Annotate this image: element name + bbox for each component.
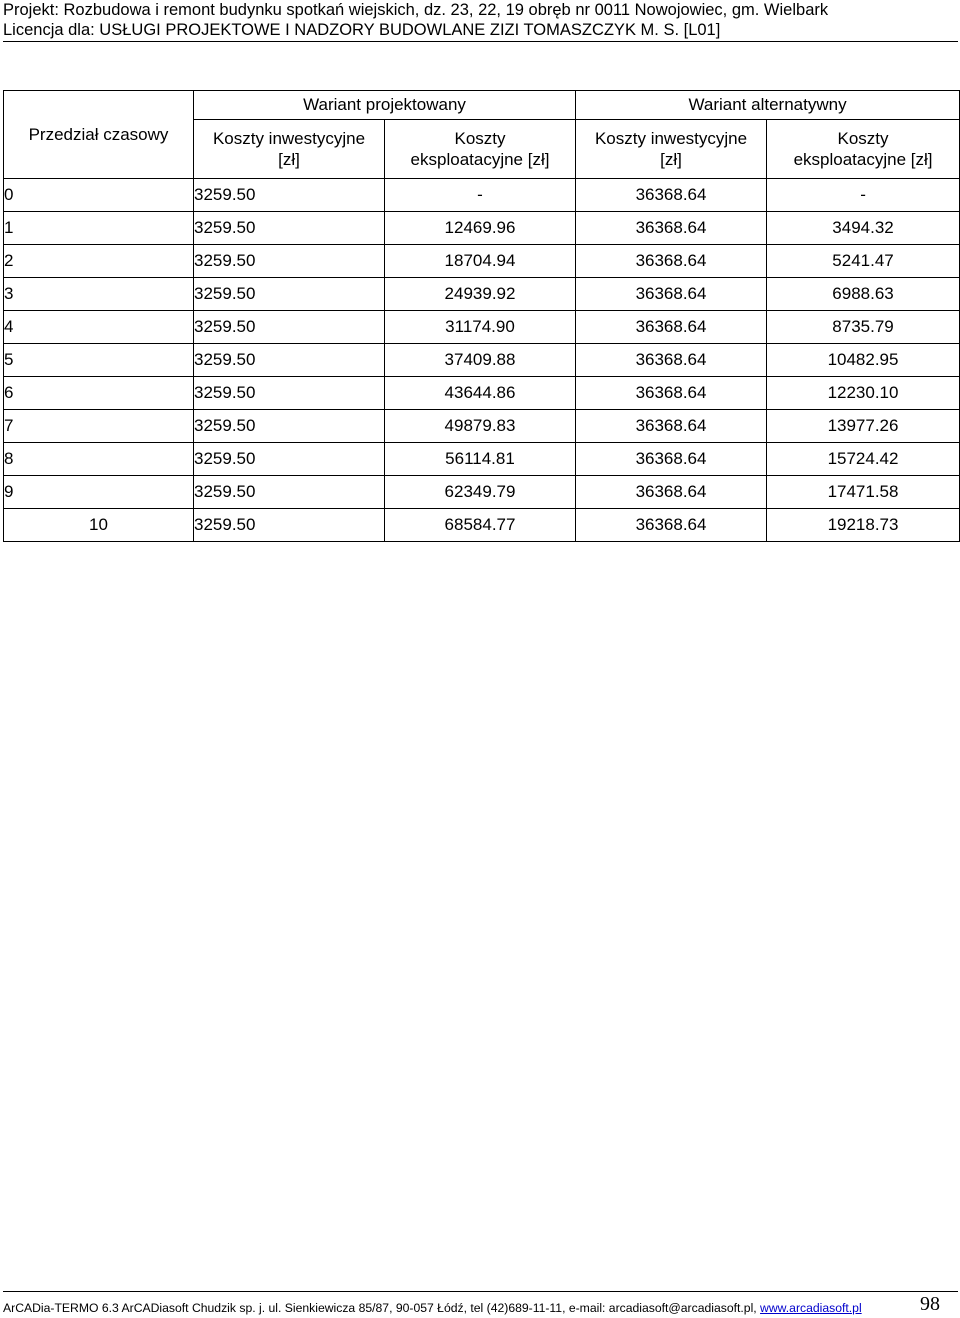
design-operating-cell: 56114.81: [385, 443, 576, 476]
design-operating-cell: 43644.86: [385, 377, 576, 410]
table-row: [4, 344, 960, 377]
alternative-operating-cell: 8735.79: [767, 311, 960, 344]
alternative-operating-cell: 10482.95: [767, 344, 960, 377]
table-row: [4, 410, 960, 443]
alternative-operating-cell: -: [767, 179, 960, 212]
design-investment-cell: 3259.50: [194, 179, 385, 212]
footer-website-link[interactable]: www.arcadiasoft.pl: [760, 1301, 862, 1315]
design-operating-cell: 12469.96: [385, 212, 576, 245]
period-cell: 4: [4, 311, 194, 344]
table-row: [4, 212, 960, 245]
page-footer: [3, 1291, 958, 1315]
alternative-operating-cell: 13977.26: [767, 410, 960, 443]
alternative-variant-header: Wariant alternatywny: [576, 91, 960, 120]
design-operating-cell: 68584.77: [385, 509, 576, 542]
period-cell: 0: [4, 179, 194, 212]
design-investment-cell: 3259.50: [194, 311, 385, 344]
alternative-operating-cell: 15724.42: [767, 443, 960, 476]
period-cell: 2: [4, 245, 194, 278]
alternative-investment-cell: 36368.64: [576, 311, 767, 344]
alternative-investment-cell: 36368.64: [576, 443, 767, 476]
design-investment-cell: 3259.50: [194, 377, 385, 410]
license-line: Licencja dla: USŁUGI PROJEKTOWE I NADZORY BUDOWLANE ZIZI TOMASZCZYK M. S. [L01]: [3, 21, 721, 39]
table-row: [4, 377, 960, 410]
alternative-operating-cell: 3494.32: [767, 212, 960, 245]
alternative-investment-cell: 36368.64: [576, 179, 767, 212]
table-row: [4, 245, 960, 278]
page-header: [3, 0, 958, 42]
period-cell: 3: [4, 278, 194, 311]
design-investment-cell: 3259.50: [194, 476, 385, 509]
table-row: [4, 443, 960, 476]
table-row: [4, 311, 960, 344]
cost-table: [3, 90, 960, 542]
time-period-header: Przedział czasowy: [4, 91, 194, 179]
design-investment-cell: 3259.50: [194, 443, 385, 476]
alternative-operating-cell: 6988.63: [767, 278, 960, 311]
design-investment-cell: 3259.50: [194, 509, 385, 542]
design-operating-cell: 62349.79: [385, 476, 576, 509]
design-investment-cost-header: Koszty inwestycyjne [zł]: [194, 120, 385, 179]
alternative-investment-cell: 36368.64: [576, 509, 767, 542]
footer-company-info: ArCADia-TERMO 6.3 ArCADiasoft Chudzik sp. j. ul. Sienkiewicza 85/87, 90-057 Łódź, tel (42)689-11-11, e-mail: arcadiasoft@arcadiasoft.pl,: [3, 1301, 761, 1315]
design-investment-cell: 3259.50: [194, 410, 385, 443]
design-investment-cell: 3259.50: [194, 278, 385, 311]
design-operating-cell: 31174.90: [385, 311, 576, 344]
alternative-investment-cell: 36368.64: [576, 476, 767, 509]
alternative-operating-cost-header: Koszty eksploatacyjne [zł]: [767, 120, 960, 179]
period-cell: 8: [4, 443, 194, 476]
alternative-operating-cell: 19218.73: [767, 509, 960, 542]
alternative-investment-cell: 36368.64: [576, 344, 767, 377]
project-line: Projekt: Rozbudowa i remont budynku spotkań wiejskich, dz. 23, 22, 19 obręb nr 0011 Nowojowiec, gm. Wielbark: [3, 1, 829, 19]
design-operating-cost-header: Koszty eksploatacyjne [zł]: [385, 120, 576, 179]
period-cell: 7: [4, 410, 194, 443]
period-cell: 5: [4, 344, 194, 377]
alternative-investment-cell: 36368.64: [576, 245, 767, 278]
design-operating-cell: -: [385, 179, 576, 212]
design-operating-cell: 37409.88: [385, 344, 576, 377]
alternative-investment-cell: 36368.64: [576, 410, 767, 443]
design-investment-cell: 3259.50: [194, 344, 385, 377]
page-number: 98: [920, 1293, 940, 1315]
table-row: [4, 509, 960, 542]
period-cell: 9: [4, 476, 194, 509]
alternative-investment-cell: 36368.64: [576, 278, 767, 311]
alternative-operating-cell: 5241.47: [767, 245, 960, 278]
table-row: [4, 179, 960, 212]
alternative-investment-cost-header: Koszty inwestycyjne [zł]: [576, 120, 767, 179]
design-variant-header: Wariant projektowany: [194, 91, 576, 120]
table-row: [4, 476, 960, 509]
table-row: [4, 278, 960, 311]
period-cell: 1: [4, 212, 194, 245]
design-operating-cell: 24939.92: [385, 278, 576, 311]
design-operating-cell: 18704.94: [385, 245, 576, 278]
period-cell: 6: [4, 377, 194, 410]
design-investment-cell: 3259.50: [194, 245, 385, 278]
design-investment-cell: 3259.50: [194, 212, 385, 245]
footer-text: [3, 1301, 862, 1315]
period-cell: 10: [4, 509, 194, 542]
alternative-investment-cell: 36368.64: [576, 377, 767, 410]
alternative-operating-cell: 17471.58: [767, 476, 960, 509]
alternative-investment-cell: 36368.64: [576, 212, 767, 245]
design-operating-cell: 49879.83: [385, 410, 576, 443]
alternative-operating-cell: 12230.10: [767, 377, 960, 410]
